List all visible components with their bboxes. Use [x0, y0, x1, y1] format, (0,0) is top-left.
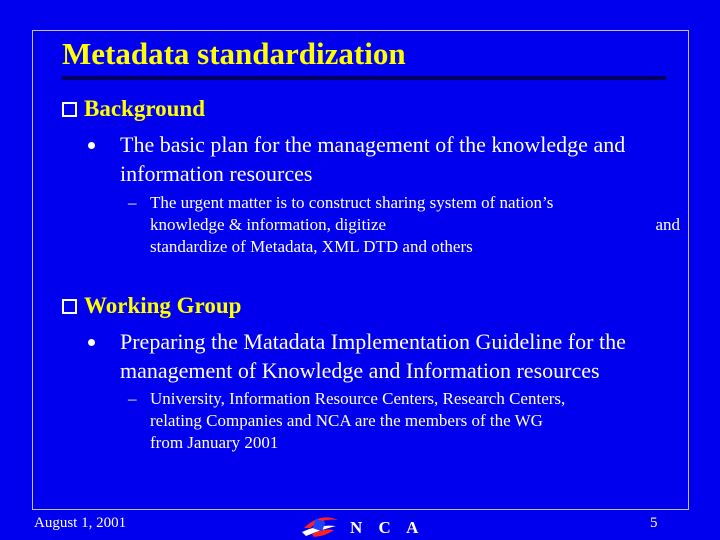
bullet-text-line: The basic plan for the management of the knowledge and [120, 132, 626, 157]
slide-title: Metadata standardization [62, 36, 406, 71]
checkbox-bullet-icon [62, 102, 77, 117]
round-bullet-icon [88, 142, 95, 149]
checkbox-bullet-icon [62, 299, 77, 314]
section-heading-working-group [62, 293, 241, 319]
bullet-item [88, 130, 625, 188]
sub-text-line: University, Information Resource Centers, Research Centers, [150, 389, 566, 408]
dash-bullet-icon: – [128, 193, 137, 212]
sub-text-line: from January 2001 [150, 433, 279, 452]
bullet-text-line: management of Knowledge and Information resources [120, 358, 600, 383]
title-underline [62, 76, 666, 80]
bullet-text-line: information resources [120, 161, 313, 186]
dash-bullet-icon: – [128, 389, 137, 408]
round-bullet-icon [88, 339, 95, 346]
sub-bullet-item [128, 192, 680, 258]
bullet-item [88, 327, 626, 385]
sub-text-line: standardize of Metadata, XML DTD and others [150, 237, 473, 256]
nca-logo-icon [300, 514, 340, 538]
section-heading-background [62, 96, 205, 122]
footer-page-number: 5 [650, 515, 658, 531]
sub-text-line: The urgent matter is to construct sharing system of nation’s [150, 193, 554, 212]
sub-text-line: knowledge & information, digitize [150, 215, 387, 234]
sub-text-line: relating Companies and NCA are the members of the WG [150, 411, 543, 430]
section-heading-label: Working Group [84, 293, 242, 318]
sub-text-line: and [655, 215, 680, 234]
footer-org: N C A [350, 518, 425, 537]
footer-date: August 1, 2001 [34, 515, 127, 531]
bullet-text-line: Preparing the Matadata Implementation Guideline for the [120, 329, 626, 354]
section-heading-label: Background [84, 96, 206, 121]
sub-bullet-item [128, 388, 565, 454]
